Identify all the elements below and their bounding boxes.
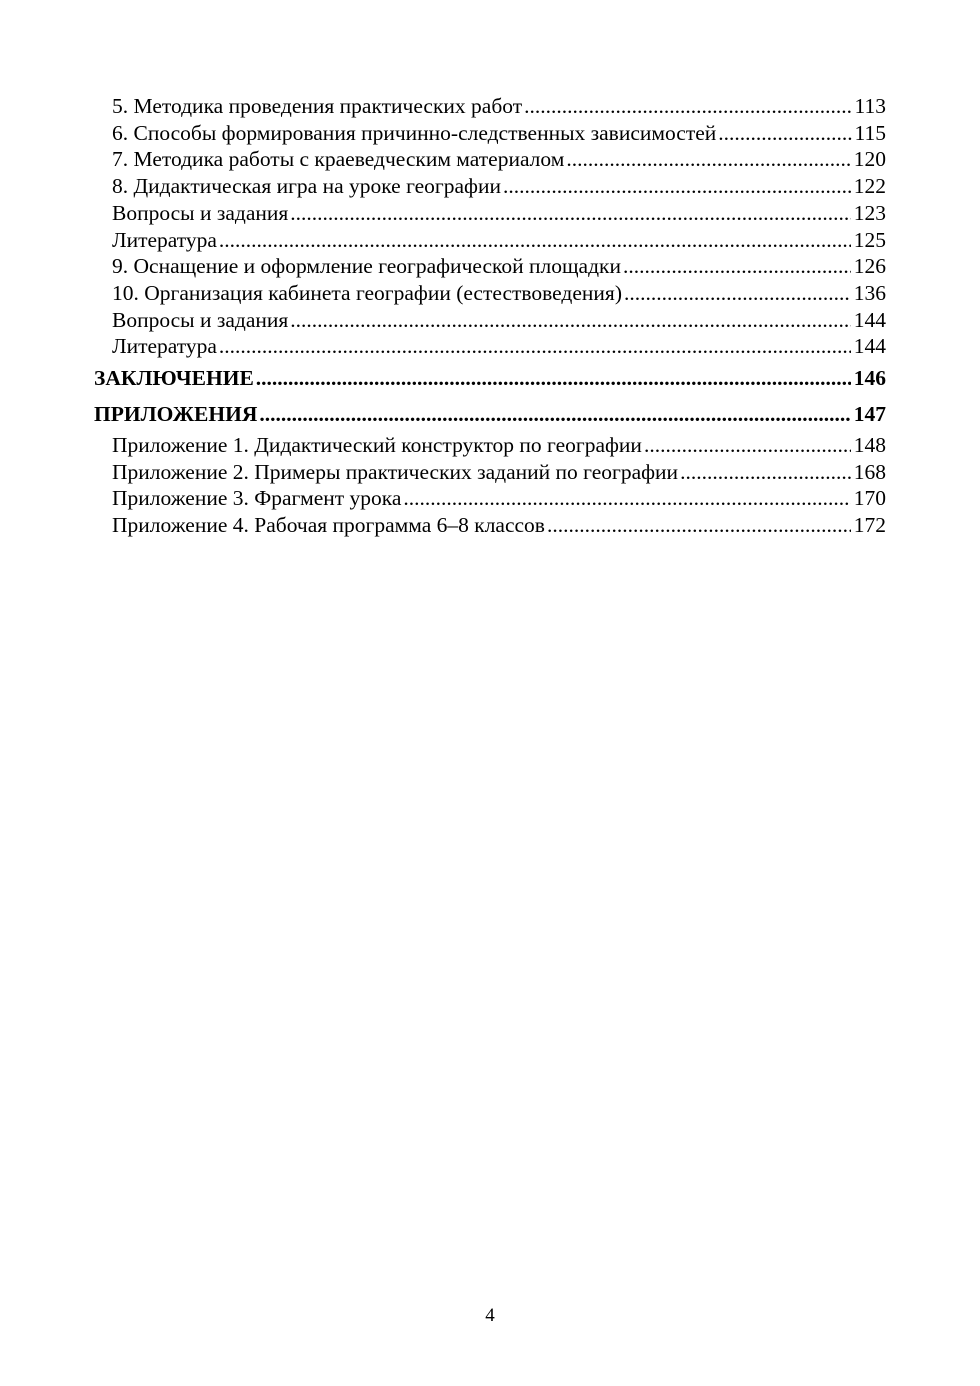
toc-entry-page: 125	[853, 227, 886, 252]
toc-entry-title: Приложение 2. Примеры практических заданий по географии	[112, 459, 679, 484]
toc-entry	[94, 485, 886, 512]
toc-entry-title: 8. Дидактическая игра на уроке географии	[112, 174, 501, 199]
toc-entry-title: Вопросы и задания	[112, 200, 289, 225]
toc-leader-dots	[259, 400, 850, 428]
toc-entry	[94, 173, 886, 200]
toc-entry-title: Литература	[112, 227, 217, 252]
toc-leader-dots	[566, 146, 850, 173]
toc-entry-title: Вопросы и задания	[112, 307, 289, 332]
toc-entry-page: 144	[853, 334, 886, 359]
toc-entry-page: 146	[853, 366, 886, 391]
page-number: 4	[485, 1305, 495, 1326]
toc-entry-page: 147	[853, 402, 886, 427]
toc-leader-dots	[403, 485, 850, 512]
toc-entry	[94, 432, 886, 459]
toc-entry-title: Приложение 4. Рабочая программа 6–8 классов	[112, 513, 545, 538]
toc-entry-page: 115	[854, 120, 886, 145]
toc-leader-dots	[219, 333, 851, 360]
toc-leader-dots	[524, 93, 851, 120]
toc-leader-dots	[503, 173, 851, 200]
toc-entry	[94, 333, 886, 360]
toc-entry-title: ПРИЛОЖЕНИЯ	[94, 402, 258, 427]
toc-entry-page: 126	[853, 254, 886, 279]
toc-entry-page: 170	[853, 486, 886, 511]
toc-entry	[94, 93, 886, 120]
toc-entry	[94, 459, 886, 486]
toc-entry-page: 123	[853, 200, 886, 225]
toc-entry	[94, 512, 886, 539]
toc-leader-dots	[644, 432, 851, 459]
toc-leader-dots	[290, 307, 850, 334]
toc-entry-page: 168	[853, 459, 886, 484]
toc-entry-title: 6. Способы формирования причинно-следственных зависимостей	[112, 120, 717, 145]
toc-entry-title: Литература	[112, 334, 217, 359]
toc-entry-page: 148	[853, 433, 886, 458]
toc-entry-page: 136	[853, 280, 886, 305]
toc-entry-page: 172	[853, 513, 886, 538]
toc-leader-dots	[680, 459, 851, 486]
toc-leader-dots	[219, 227, 851, 254]
toc-entry-page: 120	[853, 147, 886, 172]
table-of-contents	[94, 93, 886, 539]
toc-leader-dots	[623, 253, 851, 280]
toc-entry	[94, 253, 886, 280]
toc-leader-dots	[290, 200, 850, 227]
toc-entry-page: 113	[854, 94, 886, 118]
toc-entry-page: 144	[853, 307, 886, 332]
toc-entry-title: Приложение 1. Дидактический конструктор по географии	[112, 433, 642, 458]
toc-leader-dots	[547, 512, 851, 539]
toc-leader-dots	[624, 280, 851, 307]
toc-section-appendices	[94, 400, 886, 428]
toc-leader-dots	[256, 364, 851, 392]
toc-entry-page: 122	[853, 174, 886, 199]
toc-entry	[94, 227, 886, 254]
toc-entry	[94, 280, 886, 307]
toc-entry	[94, 307, 886, 334]
toc-entry-title: 5. Методика проведения практических работ	[112, 94, 523, 118]
toc-entry-title: Приложение 3. Фрагмент урока	[112, 486, 402, 511]
toc-entry	[94, 146, 886, 173]
toc-entry-title: 7. Методика работы с краеведческим материалом	[112, 147, 565, 172]
toc-entry-title: 10. Организация кабинета географии (естествоведения)	[112, 280, 622, 305]
toc-leader-dots	[718, 120, 851, 147]
toc-entry-title: 9. Оснащение и оформление географической площадки	[112, 254, 621, 279]
toc-section-conclusion	[94, 364, 886, 392]
toc-entry	[94, 120, 886, 147]
toc-entry-title: ЗАКЛЮЧЕНИЕ	[94, 366, 254, 391]
toc-entry	[94, 200, 886, 227]
